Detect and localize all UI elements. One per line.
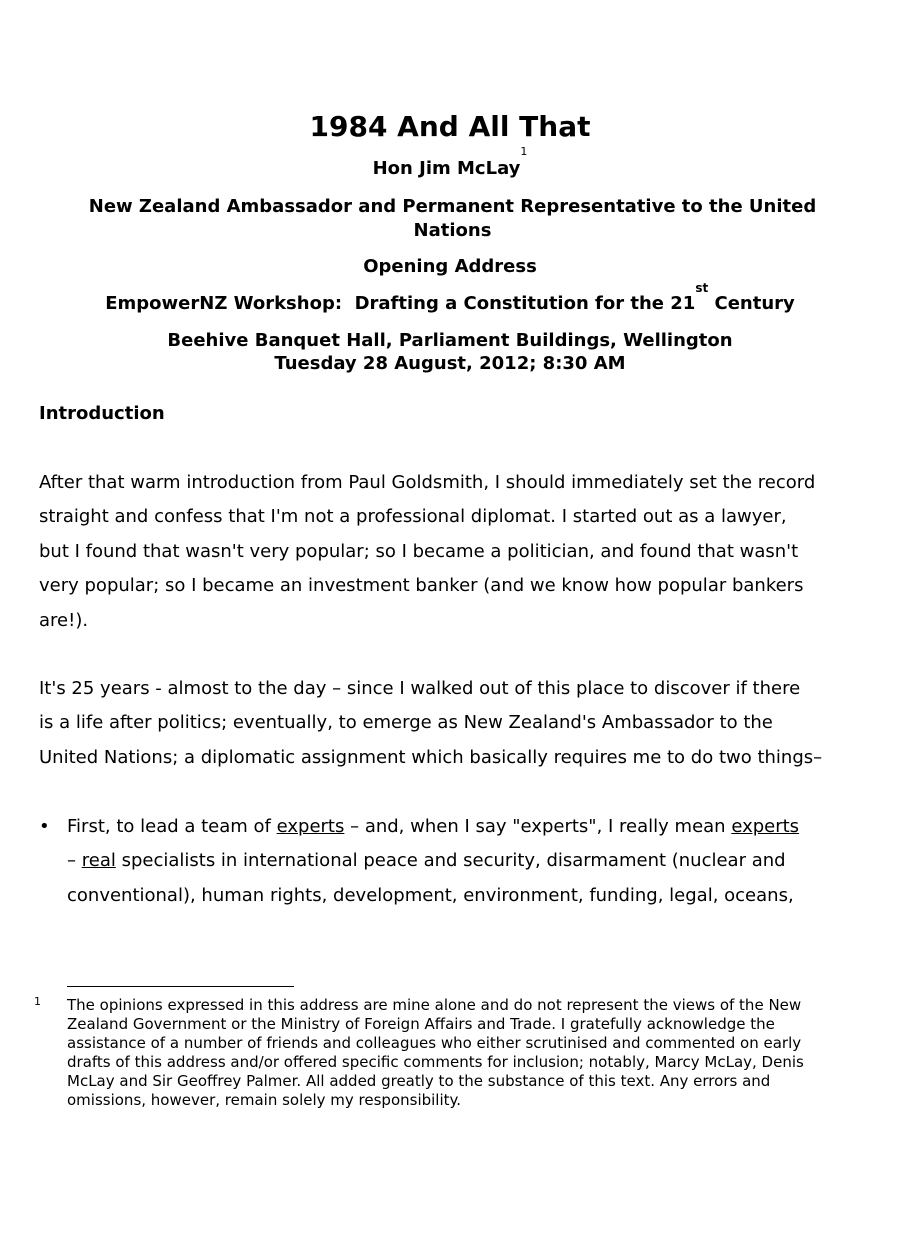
- bullet-text: [67, 810, 867, 913]
- venue-block: [0, 329, 900, 375]
- footnote-number: 1: [34, 995, 41, 1008]
- footnote-text: The opinions expressed in this address are mine alone and do not represent the views of the New Zealand Government or the Ministry of Foreign Affairs and Trade. I gratefully acknowledge the assistance of a number of friends and colleagues who either scrutinised and commented on early drafts of this address and/or offered specific comments for inclusion; notably, Marcy McLay, Denis McLay and Sir Geoffrey Palmer. All added greatly to the substance of this text. Any errors and omissions, however, remain solely my responsibility.: [67, 996, 804, 1109]
- address-type: Opening Address: [363, 256, 537, 277]
- author-role: New Zealand Ambassador and Permanent Representative to the United Nations: [88, 196, 817, 241]
- document-title: 1984 And All That: [309, 110, 591, 143]
- underlined-word: real: [81, 850, 116, 872]
- paragraph-2: It's 25 years - almost to the day – since I walked out of this place to discover if there is a life after politics; eventually, to emerge as New Zealand's Ambassador to the United Nations; a diplomatic assignment which basically requires me to do two things–: [39, 678, 823, 768]
- paragraph-1: After that warm introduction from Paul Goldsmith, I should immediately set the record straight and confess that I'm not a professional diplomat. I started out as a lawyer, but I found that wasn't very popular; so I became a politician, and found that wasn't very popular; so I became an investment banker (and we know how popular bankers are!).: [39, 472, 816, 631]
- underlined-word: experts: [276, 816, 345, 837]
- bullet-text-part: specialists in international peace and security, disarmament (nuclear and conventional), human rights, development, environment, funding, legal, oceans,: [67, 850, 794, 906]
- venue-line: Beehive Banquet Hall, Parliament Buildings, Wellington: [167, 330, 733, 351]
- workshop-line: [0, 281, 900, 316]
- workshop-ordinal-suffix: st: [695, 281, 709, 295]
- underlined-word: experts: [731, 816, 800, 837]
- author-name: Hon Jim McLay: [372, 158, 521, 179]
- bullet-text-part: First, to lead a team of: [67, 816, 277, 837]
- bullet-text-part: –: [67, 850, 76, 872]
- workshop-suffix: Century: [708, 293, 795, 314]
- author-line: [0, 145, 900, 182]
- footnote-separator: [67, 986, 294, 987]
- bullet-marker: •: [39, 816, 50, 837]
- workshop-prefix: EmpowerNZ Workshop: Drafting a Constitution for the 21: [105, 293, 696, 314]
- author-footnote-ref: 1: [520, 145, 528, 158]
- section-heading-introduction: Introduction: [39, 403, 165, 424]
- bullet-text-part: – and, when I say "experts", I really mean: [344, 816, 732, 837]
- date-time-line: Tuesday 28 August, 2012; 8:30 AM: [274, 353, 626, 374]
